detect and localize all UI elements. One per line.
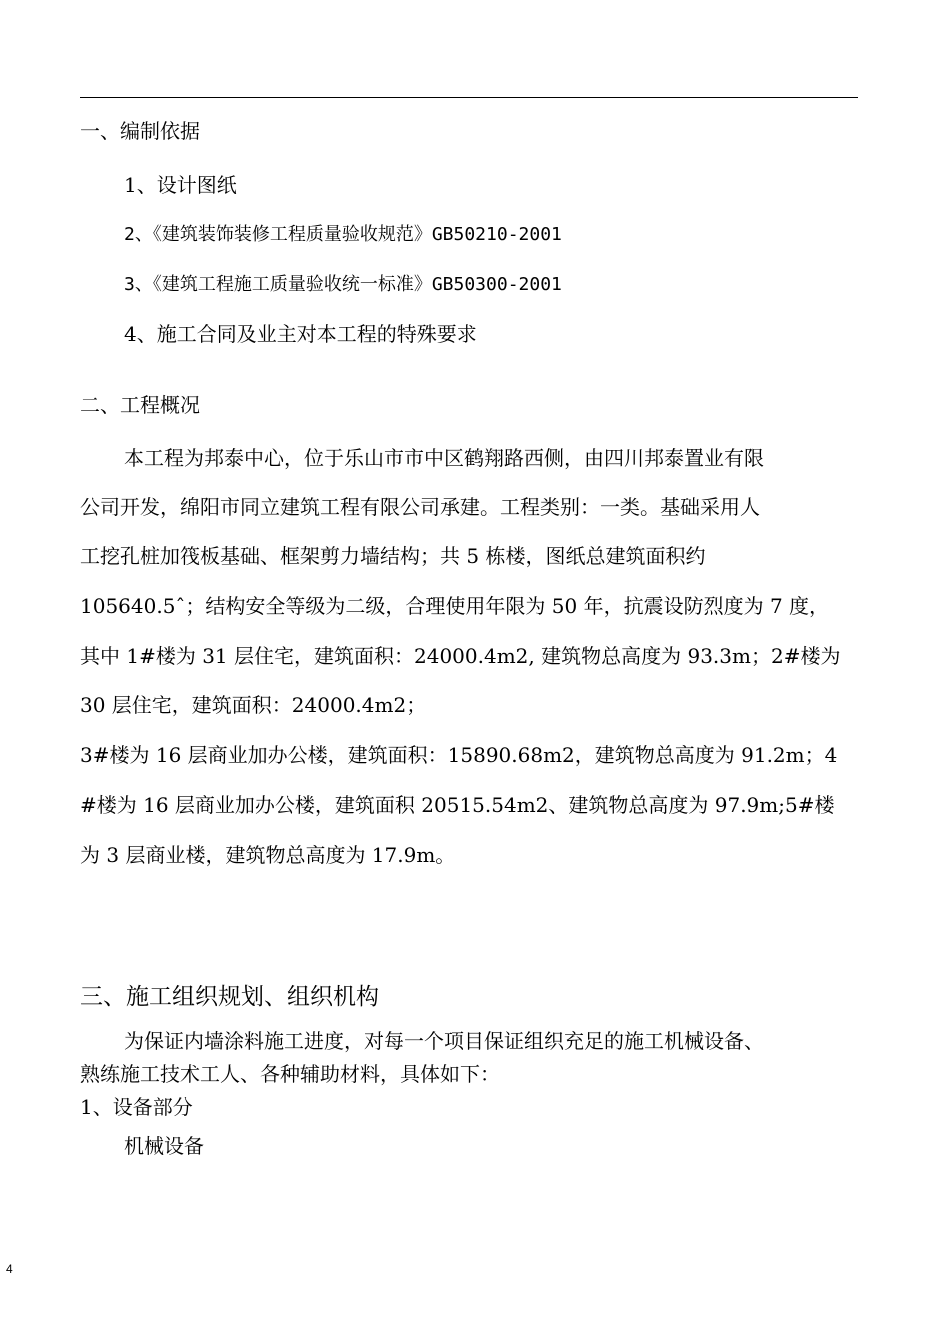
basis-item-1: 1、设计图纸 [124,173,237,197]
section-heading-overview: 二、工程概况 [80,393,200,417]
section-heading-basis: 一、编制依据 [80,119,200,143]
basis-item-3: 3、《建筑工程施工质量验收统一标准》GB50300-2001 [124,274,562,295]
basis-item-4: 4、施工合同及业主对本工程的特殊要求 [124,322,477,346]
overview-line-4: 105640.5ˆ；结构安全等级为二级，合理使用年限为 50 年，抗震设防烈度为 7 度， [80,594,830,618]
equipment-subheading: 1、设备部分 [80,1095,193,1119]
equipment-item: 机械设备 [124,1134,204,1158]
page-number: 4 [6,1262,13,1276]
overview-line-8: #楼为 16 层商业加办公楼，建筑面积 20515.54m2、建筑物总高度为 97.9m;5#楼 [80,793,835,817]
overview-line-3: 工挖孔桩加筏板基础、框架剪力墙结构；共 5 栋楼，图纸总建筑面积约 [80,544,706,568]
overview-line-7: 3#楼为 16 层商业加办公楼，建筑面积：15890.68m2，建筑物总高度为 91.2m；4 [80,743,838,767]
overview-line-2: 公司开发，绵阳市同立建筑工程有限公司承建。工程类别：一类。基础采用人 [80,495,760,519]
organization-line-1: 为保证内墙涂料施工进度，对每一个项目保证组织充足的施工机械设备、 [124,1029,764,1053]
basis-item-2: 2、《建筑装饰装修工程质量验收规范》GB50210-2001 [124,224,562,245]
overview-line-9: 为 3 层商业楼，建筑物总高度为 17.9m。 [80,843,456,867]
overview-line-1: 本工程为邦泰中心，位于乐山市市中区鹤翔路西侧，由四川邦泰置业有限 [124,446,764,470]
organization-line-2: 熟练施工技术工人、各种辅助材料，具体如下： [80,1062,500,1086]
section-heading-organization: 三、施工组织规划、组织机构 [80,984,379,1010]
overview-line-5: 其中 1#楼为 31 层住宅，建筑面积：24000.4m2, 建筑物总高度为 93.3m；2#楼为 [80,644,841,668]
header-rule [80,97,858,98]
overview-line-6: 30 层住宅，建筑面积：24000.4m2； [80,693,427,717]
